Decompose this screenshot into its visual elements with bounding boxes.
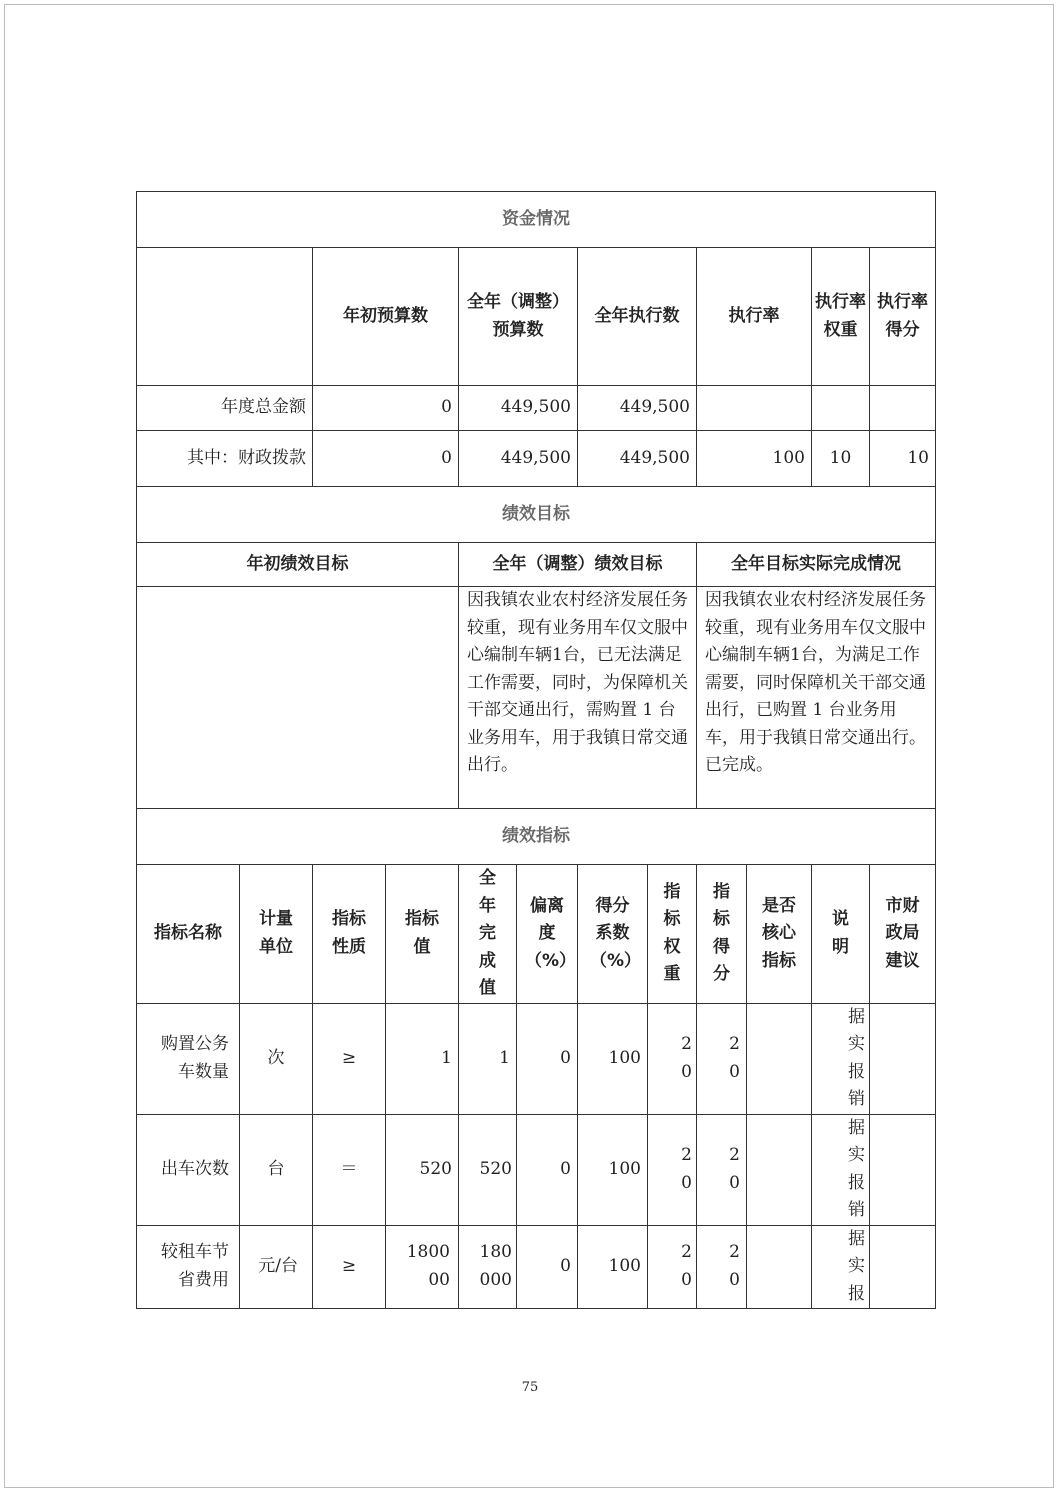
ind-note: 据实报 xyxy=(812,1225,870,1309)
goals-header-actual: 全年目标实际完成情况 xyxy=(697,543,936,587)
funds-header-initial: 年初预算数 xyxy=(313,248,459,386)
funds-row-label: 其中：财政拨款 xyxy=(137,431,313,487)
ind-deviation: 0 xyxy=(517,1003,578,1114)
funds-row-executed: 449,500 xyxy=(578,386,697,431)
ind-header-core: 是否核心指标 xyxy=(747,865,812,1004)
ind-advice xyxy=(870,1225,936,1309)
ind-note: 据实报销 xyxy=(812,1003,870,1114)
ind-header-score: 指标得分 xyxy=(697,865,747,1004)
ind-header-actual: 全年完成值 xyxy=(459,865,517,1004)
goals-adjusted-text: 因我镇农业农村经济发展任务较重，现有业务用车仅文服中心编制车辆1台，已无法满足工作需要，同时，为保障机关干部交通出行，需购置 1 台业务用车，用于我镇日常交通出行。 xyxy=(459,587,697,809)
ind-actual: 1 xyxy=(459,1003,517,1114)
ind-name: 出车次数 xyxy=(137,1114,240,1225)
ind-score: 20 xyxy=(697,1003,747,1114)
ind-coef: 100 xyxy=(578,1003,648,1114)
funds-header-blank xyxy=(137,248,313,386)
ind-score: 20 xyxy=(697,1114,747,1225)
funds-row-weight: 10 xyxy=(812,431,870,487)
funds-row-adjusted: 449,500 xyxy=(459,431,578,487)
ind-core xyxy=(747,1003,812,1114)
funds-row-initial: 0 xyxy=(313,431,459,487)
ind-header-nature: 指标性质 xyxy=(313,865,386,1004)
indicator-row xyxy=(137,1225,936,1309)
ind-nature: ≥ xyxy=(313,1225,386,1309)
funds-row-label: 年度总金额 xyxy=(137,386,313,431)
goals-header-adjusted: 全年（调整）绩效目标 xyxy=(459,543,697,587)
ind-header-name: 指标名称 xyxy=(137,865,240,1004)
funds-section-title: 资金情况 xyxy=(137,192,936,248)
funds-header-executed: 全年执行数 xyxy=(578,248,697,386)
ind-value: 520 xyxy=(386,1114,459,1225)
ind-header-deviation: 偏离度（%） xyxy=(517,865,578,1004)
funds-header-score: 执行率得分 xyxy=(870,248,936,386)
ind-unit: 次 xyxy=(240,1003,313,1114)
ind-advice xyxy=(870,1114,936,1225)
goals-actual-text: 因我镇农业农村经济发展任务较重，现有业务用车仅文服中心编制车辆1台，为满足工作需要，同时保障机关干部交通出行，已购置 1 台业务用车，用于我镇日常交通出行。已完成。 xyxy=(697,587,936,809)
ind-header-value: 指标值 xyxy=(386,865,459,1004)
ind-core xyxy=(747,1114,812,1225)
ind-coef: 100 xyxy=(578,1225,648,1309)
ind-core xyxy=(747,1225,812,1309)
ind-unit: 台 xyxy=(240,1114,313,1225)
ind-coef: 100 xyxy=(578,1114,648,1225)
ind-weight: 20 xyxy=(648,1003,697,1114)
ind-name: 较租车节省费用 xyxy=(137,1225,240,1309)
funds-row-rate xyxy=(697,386,812,431)
goals-section-title: 绩效目标 xyxy=(137,487,936,543)
ind-name: 购置公务车数量 xyxy=(137,1003,240,1114)
funds-row-rate: 100 xyxy=(697,431,812,487)
goals-initial-text xyxy=(137,587,459,809)
ind-nature: ＝ xyxy=(313,1114,386,1225)
indicator-row xyxy=(137,1003,936,1114)
ind-note: 据实报销 xyxy=(812,1114,870,1225)
ind-nature: ≥ xyxy=(313,1003,386,1114)
ind-unit: 元/台 xyxy=(240,1225,313,1309)
ind-deviation: 0 xyxy=(517,1114,578,1225)
ind-header-advice: 市财政局建议 xyxy=(870,865,936,1004)
goals-header-initial: 年初绩效目标 xyxy=(137,543,459,587)
funds-header-rate: 执行率 xyxy=(697,248,812,386)
funds-row-score xyxy=(870,386,936,431)
ind-advice xyxy=(870,1003,936,1114)
ind-header-coef: 得分系数（%） xyxy=(578,865,648,1004)
ind-actual: 180000 xyxy=(459,1225,517,1309)
funds-row-weight xyxy=(812,386,870,431)
performance-table xyxy=(136,191,936,1309)
ind-weight: 20 xyxy=(648,1114,697,1225)
ind-weight: 20 xyxy=(648,1225,697,1309)
funds-header-adjusted: 全年（调整）预算数 xyxy=(459,248,578,386)
funds-row-executed: 449,500 xyxy=(578,431,697,487)
ind-score: 20 xyxy=(697,1225,747,1309)
ind-header-unit: 计量单位 xyxy=(240,865,313,1004)
ind-deviation: 0 xyxy=(517,1225,578,1309)
funds-row-initial: 0 xyxy=(313,386,459,431)
page-number: 75 xyxy=(521,1380,539,1395)
ind-value: 1 xyxy=(386,1003,459,1114)
ind-header-weight: 指标权重 xyxy=(648,865,697,1004)
indicator-row xyxy=(137,1114,936,1225)
ind-header-note: 说明 xyxy=(812,865,870,1004)
funds-header-weight: 执行率权重 xyxy=(812,248,870,386)
indicators-section-title: 绩效指标 xyxy=(137,809,936,865)
ind-actual: 520 xyxy=(459,1114,517,1225)
funds-row-score: 10 xyxy=(870,431,936,487)
ind-value: 180000 xyxy=(386,1225,459,1309)
funds-row-adjusted: 449,500 xyxy=(459,386,578,431)
